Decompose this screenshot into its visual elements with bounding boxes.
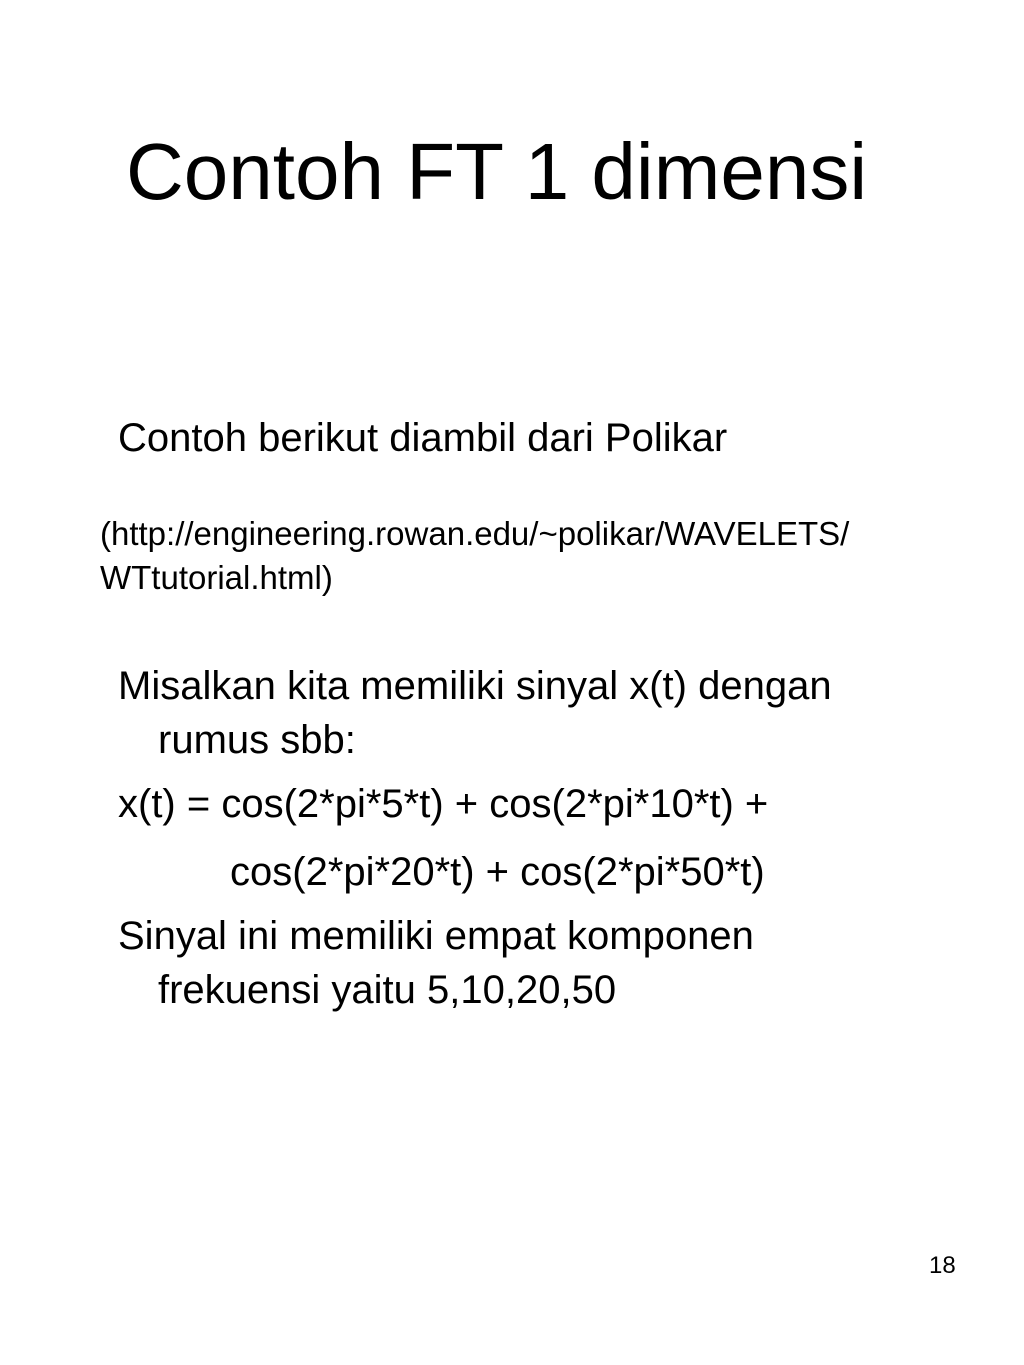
- paragraph-2-line-1: Sinyal ini memiliki empat komponen: [118, 914, 754, 958]
- source-url-line-1: (http://engineering.rowan.edu/~polikar/WAVELETS/: [100, 515, 850, 552]
- paragraph-2-line-2: frekuensi yaitu 5,10,20,50: [158, 968, 617, 1012]
- intro-text: Contoh berikut diambil dari Polikar: [118, 416, 728, 460]
- formula-line-2: cos(2*pi*20*t) + cos(2*pi*50*t): [230, 850, 765, 894]
- paragraph-1-line-1: Misalkan kita memiliki sinyal x(t) dengan: [118, 664, 832, 708]
- source-url-line-2: WTtutorial.html): [100, 559, 333, 596]
- paragraph-1-line-2: rumus sbb:: [158, 718, 356, 762]
- formula-line-1: x(t) = cos(2*pi*5*t) + cos(2*pi*10*t) +: [118, 782, 769, 826]
- slide-title: Contoh FT 1 dimensi: [126, 127, 868, 216]
- page-number: 18: [929, 1252, 956, 1279]
- source-url: [100, 512, 849, 600]
